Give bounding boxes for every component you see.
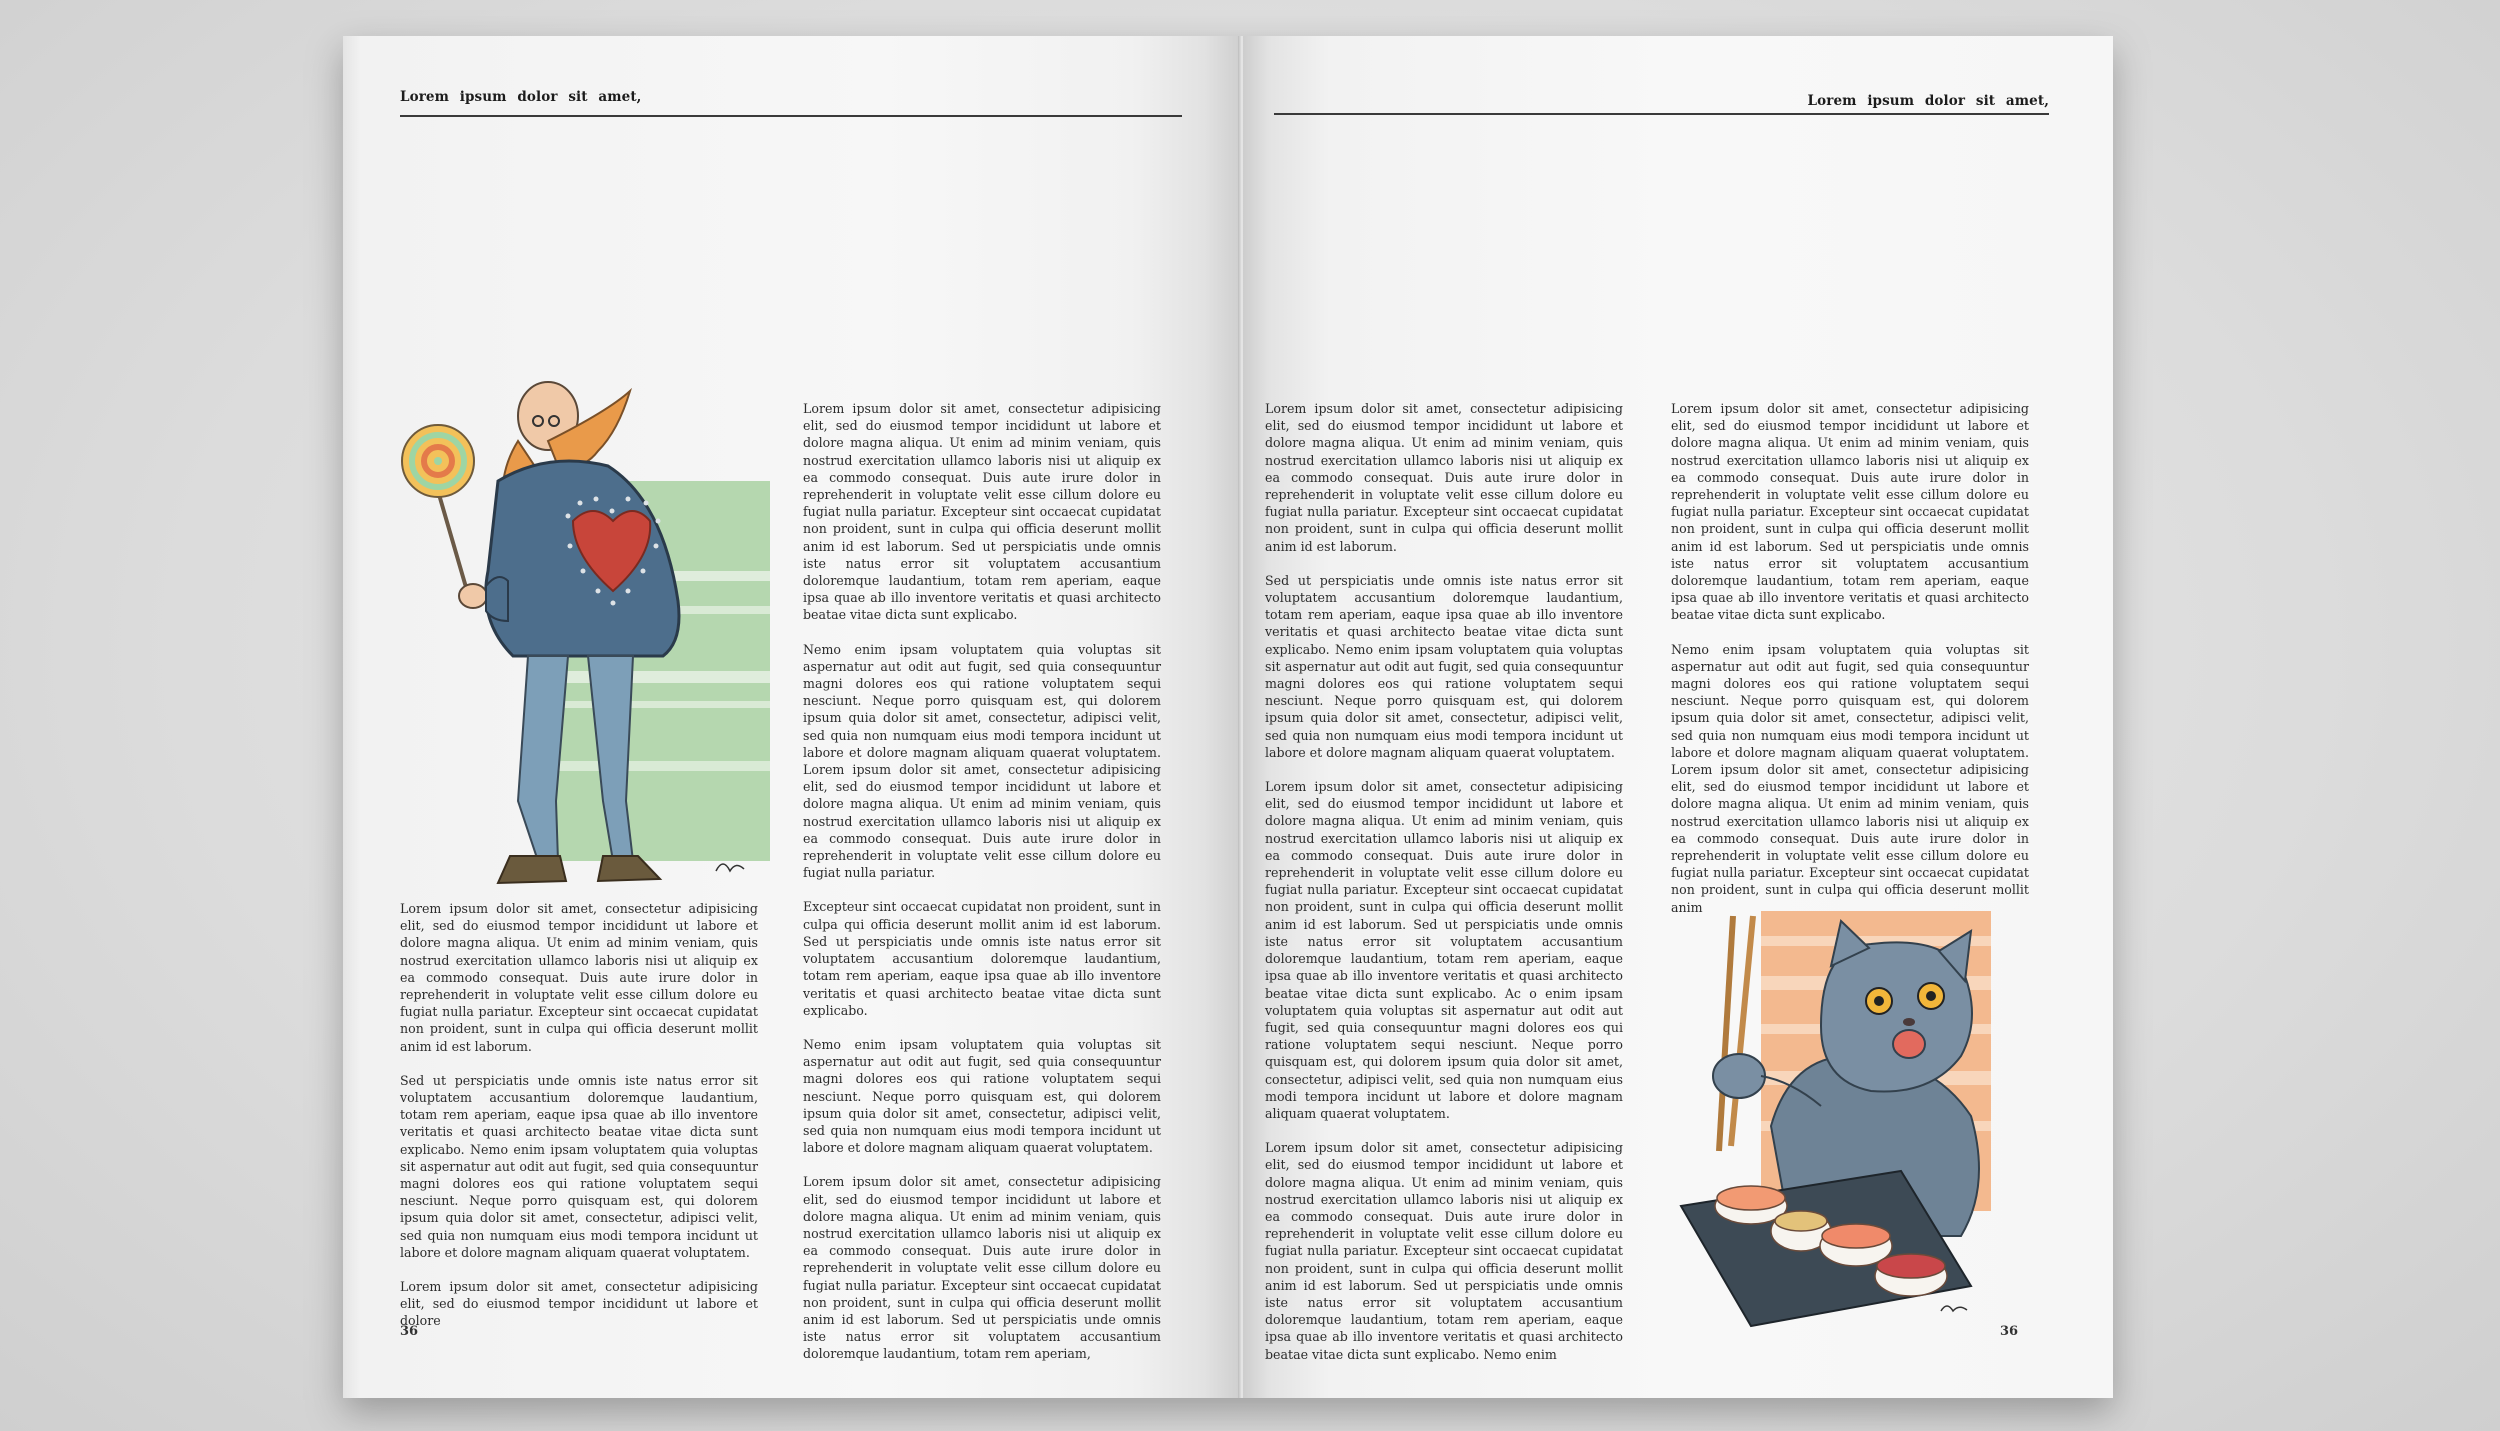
paragraph: Lorem ipsum dolor sit amet, consectetur adipisicing elit, sed do eiusmod tempor incididunt ut labore et dolore magna aliqua. Ut enim ad minim veniam, quis nostrud exercitation ullamco laboris nisi ut aliquip ex ea commodo consequat. Duis aute irure dolor in reprehenderit in voluptate velit esse cillum dolore eu fugiat nulla pariatur. Excepteur sint occaecat cupidatat non proident, sunt in culpa qui officia deserunt mollit anim id est laborum. Sed ut perspiciatis unde omnis iste natus error sit voluptatem accusantium doloremque laudantium, totam rem aperiam, eaque ipsa quae ab illo inventore veritatis et quasi architecto beatae vitae dicta sunt explicabo. [803,401,1161,623]
right-page-number: 36 [2000,1324,2019,1339]
right-page [1243,36,2113,1398]
right-running-header: Lorem ipsum dolor sit amet, [1807,93,2049,109]
paragraph: Nemo enim ipsam voluptatem quia voluptas sit aspernatur aut odit aut fugit, sed quia consequuntur magni dolores eos qui ratione voluptatem sequi nesciunt. Neque porro quisquam est, qui dolorem ipsum quia dolor sit amet, consectetur, adipisci velit, sed quia non numquam eius modi tempora incidunt ut labore et dolore magnam aliquam quaerat voluptatem. [803,1036,1161,1156]
paragraph: Nemo enim ipsam voluptatem quia voluptas sit aspernatur aut odit aut fugit, sed quia consequuntur magni dolores eos qui ratione voluptatem sequi nesciunt. Neque porro quisquam est, qui dolorem ipsum quia dolor sit amet, consectetur, adipisci velit, sed quia non numquam eius modi tempora incidunt ut labore et dolore magnam aliquam quaerat voluptatem. Lorem ipsum dolor sit amet, consectetur adipisicing elit, sed do eiusmod tempor incididunt ut labore et dolore magna aliqua. Ut enim ad minim veniam, quis nostrud exercitation ullamco laboris nisi ut aliquip ex ea commodo consequat. Duis aute irure dolor in reprehenderit in voluptate velit esse cillum dolore eu fugiat nulla pariatur. Excepteur sint occaecat cupidatat non proident, sunt in culpa qui officia deserunt mollit anim [1671,641,2029,915]
right-page-column-2 [1671,400,2029,933]
left-page [343,36,1240,1398]
left-running-header: Lorem ipsum dolor sit amet, [400,89,642,105]
paragraph: Lorem ipsum dolor sit amet, consectetur adipisicing elit, sed do eiusmod tempor incididunt ut labore et dolore magna aliqua. Ut enim ad minim veniam, quis nostrud exercitation ullamco laboris nisi ut aliquip ex ea commodo consequat. Duis aute irure dolor in reprehenderit in voluptate velit esse cillum dolore eu fugiat nulla pariatur. Excepteur sint occaecat cupidatat non proident, sunt in culpa qui officia deserunt mollit anim id est laborum. Sed ut perspiciatis unde omnis iste natus error sit voluptatem accusantium doloremque laudantium, totam rem aperiam, eaque ipsa quae ab illo inventore veritatis et quasi architecto beatae vitae dicta sunt explicabo. Ac o enim ipsam voluptatem quia voluptas sit aspernatur aut odit aut fugit, sed quia consequuntur magni dolores eos qui ratione voluptatem sequi nesciunt. Neque porro quisquam est, qui dolorem ipsum quia dolor sit amet, consectetur, adipisci velit, sed quia non numquam eius modi tempora incidunt ut labore et dolore magnam aliquam quaerat voluptatem. [1265,779,1623,1121]
paragraph: Lorem ipsum dolor sit amet, consectetur adipisicing elit, sed do eiusmod tempor incididunt ut labore et dolore magna aliqua. Ut enim ad minim veniam, quis nostrud exercitation ullamco laboris nisi ut aliquip ex ea commodo consequat. Duis aute irure dolor in reprehenderit in voluptate velit esse cillum dolore eu fugiat nulla pariatur. Excepteur sint occaecat cupidatat non proident, sunt in culpa qui officia deserunt mollit anim id est laborum. Sed ut perspiciatis unde omnis iste natus error sit voluptatem accusantium doloremque laudantium, totam rem aperiam, [803,1174,1161,1362]
left-header-rule [400,115,1182,117]
paragraph: Lorem ipsum dolor sit amet, consectetur adipisicing elit, sed do eiusmod tempor incididunt ut labore et dolore magna aliqua. Ut enim ad minim veniam, quis nostrud exercitation ullamco laboris nisi ut aliquip ex ea commodo consequat. Duis aute irure dolor in reprehenderit in voluptate velit esse cillum dolore eu fugiat nulla pariatur. Excepteur sint occaecat cupidatat non proident, sunt in culpa qui officia deserunt mollit anim id est laborum. Sed ut perspiciatis unde omnis iste natus error sit voluptatem accusantium doloremque laudantium, totam rem aperiam, eaque ipsa quae ab illo inventore veritatis et quasi architecto beatae vitae dicta sunt explicabo. [1671,401,2029,623]
magazine-spread [343,36,2113,1398]
paragraph: Lorem ipsum dolor sit amet, consectetur adipisicing elit, sed do eiusmod tempor incididunt ut labore et dolore [400,1279,758,1329]
paragraph: Lorem ipsum dolor sit amet, consectetur adipisicing elit, sed do eiusmod tempor incididunt ut labore et dolore magna aliqua. Ut enim ad minim veniam, quis nostrud exercitation ullamco laboris nisi ut aliquip ex ea commodo consequat. Duis aute irure dolor in reprehenderit in voluptate velit esse cillum dolore eu fugiat nulla pariatur. Excepteur sint occaecat cupidatat non proident, sunt in culpa qui officia deserunt mollit anim id est laborum. [1265,401,1623,554]
paragraph: Lorem ipsum dolor sit amet, consectetur adipisicing elit, sed do eiusmod tempor incididunt ut labore et dolore magna aliqua. Ut enim ad minim veniam, quis nostrud exercitation ullamco laboris nisi ut aliquip ex ea commodo consequat. Duis aute irure dolor in reprehenderit in voluptate velit esse cillum dolore eu fugiat nulla pariatur. Excepteur sint occaecat cupidatat non proident, sunt in culpa qui officia deserunt mollit anim id est laborum. Sed ut perspiciatis unde omnis iste natus error sit voluptatem accusantium doloremque laudantium, totam rem aperiam, eaque ipsa quae ab illo inventore veritatis et quasi architecto beatae vitae dicta sunt explicabo. Nemo enim [1265,1140,1623,1362]
illustration-biker-lollipop [398,371,778,911]
paragraph: Sed ut perspiciatis unde omnis iste natus error sit voluptatem accusantium doloremque laudantium, totam rem aperiam, eaque ipsa quae ab illo inventore veritatis et quasi architecto beatae vitae dicta sunt explicabo. Nemo enim ipsam voluptatem quia voluptas sit aspernatur aut odit aut fugit, sed quia consequuntur magni dolores eos qui ratione voluptatem sequi nesciunt. Neque porro quisquam est, qui dolorem ipsum quia dolor sit amet, consectetur, adipisci velit, sed quia non numquam eius modi tempora incidunt ut labore et dolore magnam aliquam quaerat voluptatem. [1265,572,1623,760]
left-page-column-2 [803,400,1161,1380]
left-page-column-1 [400,900,758,1347]
left-page-number: 36 [400,1324,419,1339]
paragraph: Lorem ipsum dolor sit amet, consectetur adipisicing elit, sed do eiusmod tempor incididunt ut labore et dolore magna aliqua. Ut enim ad minim veniam, quis nostrud exercitation ullamco laboris nisi ut aliquip ex ea commodo consequat. Duis aute irure dolor in reprehenderit in voluptate velit esse cillum dolore eu fugiat nulla pariatur. Excepteur sint occaecat cupidatat non proident, sunt in culpa qui officia deserunt mollit anim id est laborum. [400,901,758,1054]
right-header-rule [1274,113,2049,115]
paragraph: Sed ut perspiciatis unde omnis iste natus error sit voluptatem accusantium doloremque laudantium, totam rem aperiam, eaque ipsa quae ab illo inventore veritatis et quasi architecto beatae vitae dicta sunt explicabo. Nemo enim ipsam voluptatem quia voluptas sit aspernatur aut odit aut fugit, sed quia consequuntur magni dolores eos qui ratione voluptatem sequi nesciunt. Neque porro quisquam est, qui dolorem ipsum quia dolor sit amet, consectetur, adipisci velit, sed quia non numquam eius modi tempora incidunt ut labore et dolore magnam aliquam quaerat voluptatem. [400,1072,758,1260]
illustration-cat-sushi [1671,906,2031,1346]
paragraph: Nemo enim ipsam voluptatem quia voluptas sit aspernatur aut odit aut fugit, sed quia consequuntur magni dolores eos qui ratione voluptatem sequi nesciunt. Neque porro quisquam est, qui dolorem ipsum quia dolor sit amet, consectetur, adipisci velit, sed quia non numquam eius modi tempora incidunt ut labore et dolore magnam aliquam quaerat voluptatem. Lorem ipsum dolor sit amet, consectetur adipisicing elit, sed do eiusmod tempor incididunt ut labore et dolore magna aliqua. Ut enim ad minim veniam, quis nostrud exercitation ullamco laboris nisi ut aliquip ex ea commodo consequat. Duis aute irure dolor in reprehenderit in voluptate velit esse cillum dolore eu fugiat nulla pariatur. [803,641,1161,881]
paragraph: Excepteur sint occaecat cupidatat non proident, sunt in culpa qui officia deserunt mollit anim id est laborum. Sed ut perspiciatis unde omnis iste natus error sit voluptatem accusantium doloremque laudantium, totam rem aperiam, eaque ipsa quae ab illo inventore veritatis et quasi architecto beatae vitae dicta sunt explicabo. [803,899,1161,1018]
right-page-column-1 [1265,400,1623,1380]
